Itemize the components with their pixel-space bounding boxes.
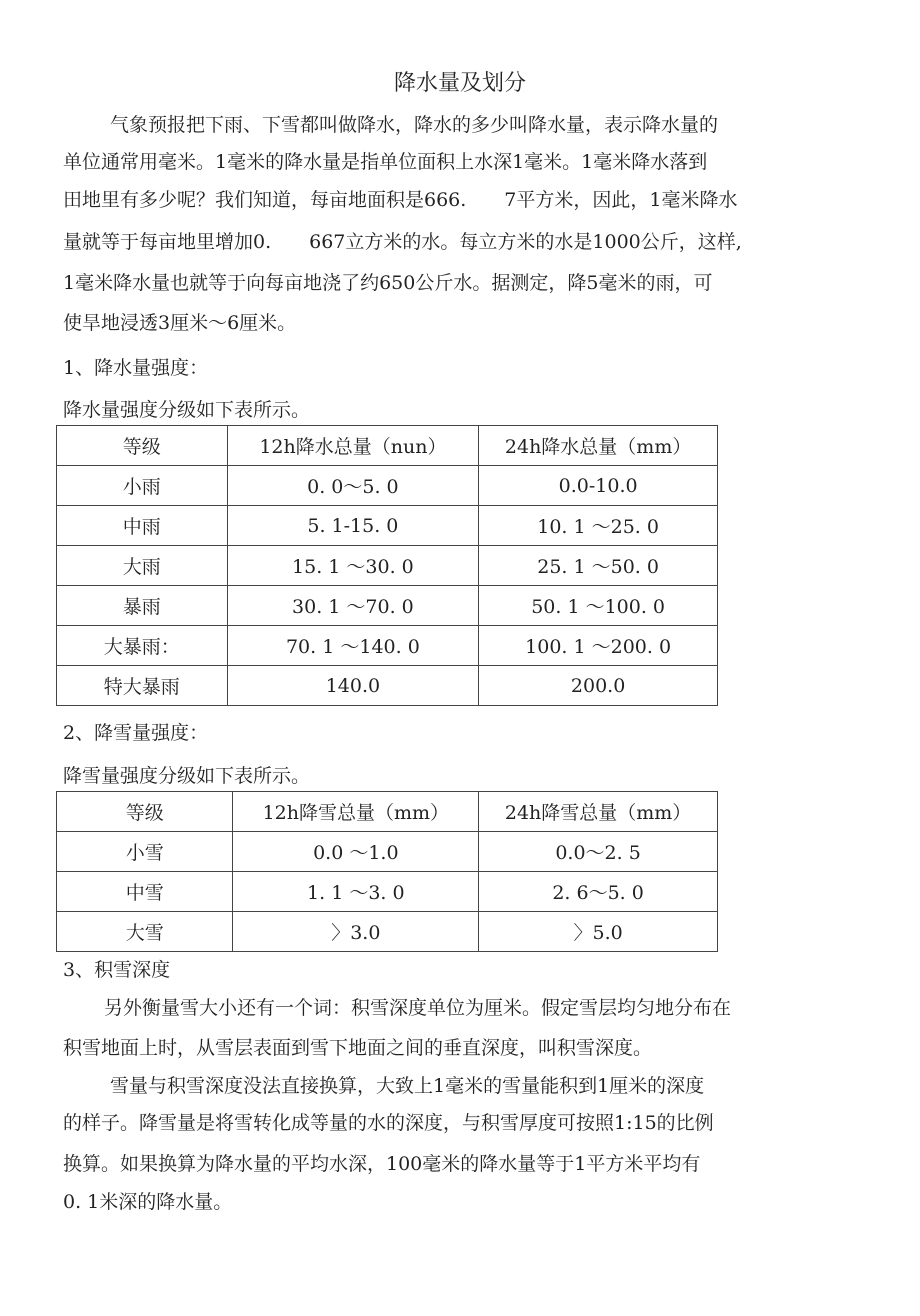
intro-line: 1毫米降水量也就等于向每亩地浇了约650公斤水。据测定，降5毫米的雨，可 bbox=[63, 272, 713, 294]
table-row bbox=[57, 832, 718, 872]
value-cell-12h: 〉3.0 bbox=[233, 912, 479, 952]
page-title: 降水量及划分 bbox=[393, 71, 526, 96]
header-cell: 24h降雪总量（mm） bbox=[479, 792, 718, 832]
table-row bbox=[57, 506, 718, 546]
value-cell-12h: 0. 0〜5. 0 bbox=[227, 466, 479, 506]
table-row bbox=[57, 586, 718, 626]
value-cell-24h: 25. 1 〜50. 0 bbox=[479, 546, 718, 586]
grade-cell: 特大暴雨 bbox=[57, 666, 228, 706]
paragraph-line: 积雪地面上时，从雪层表面到雪下地面之间的垂直深度，叫积雪深度。 bbox=[63, 1037, 653, 1059]
intro-line: 气象预报把下雨、下雪都叫做降水，降水的多少叫降水量，表示降水量的 bbox=[110, 114, 719, 136]
table-row bbox=[57, 666, 718, 706]
table-caption-rain: 降水量强度分级如下表所示。 bbox=[63, 399, 311, 421]
grade-cell: 大雪 bbox=[57, 912, 233, 952]
section-heading-snow: 2、降雪量强度： bbox=[63, 722, 209, 744]
value-cell-12h: 140.0 bbox=[227, 666, 479, 706]
value-cell-12h: 5. 1-15. 0 bbox=[227, 506, 479, 546]
paragraph-line: 0. 1米深的降水量。 bbox=[63, 1191, 233, 1213]
intro-line: 田地里有多少呢？我们知道，每亩地面积是666. 7平方米，因此，1毫米降水 bbox=[63, 189, 738, 211]
intro-line: 使旱地浸透3厘米〜6厘米。 bbox=[63, 312, 297, 334]
value-cell-24h: 10. 1 〜25. 0 bbox=[479, 506, 718, 546]
intro-line: 量就等于每亩地里增加0. 667立方米的水。每立方米的水是1000公斤，这样, bbox=[63, 231, 742, 253]
grade-cell: 小雨 bbox=[57, 466, 228, 506]
table-caption-snow: 降雪量强度分级如下表所示。 bbox=[63, 765, 311, 787]
section-heading-rain: 1、降水量强度： bbox=[63, 357, 209, 379]
value-cell-12h: 70. 1 〜140. 0 bbox=[227, 626, 479, 666]
table-row bbox=[57, 912, 718, 952]
table-row bbox=[57, 872, 718, 912]
value-cell-12h: 0.0 〜1.0 bbox=[233, 832, 479, 872]
value-cell-12h: 30. 1 〜70. 0 bbox=[227, 586, 479, 626]
paragraph-line: 雪量与积雪深度没法直接换算，大致上1毫米的雪量能积到1厘米的深度 bbox=[110, 1075, 705, 1097]
value-cell-24h: 100. 1 〜200. 0 bbox=[479, 626, 718, 666]
grade-cell: 暴雨 bbox=[57, 586, 228, 626]
grade-cell: 大暴雨： bbox=[57, 626, 228, 666]
value-cell-24h: 200.0 bbox=[479, 666, 718, 706]
table-row bbox=[57, 466, 718, 506]
paragraph-line: 的样子。降雪量是将雪转化成等量的水的深度，与积雪厚度可按照1:15的比例 bbox=[63, 1112, 714, 1134]
grade-cell: 中雨 bbox=[57, 506, 228, 546]
paragraph-line: 换算。如果换算为降水量的平均水深，100毫米的降水量等于1平方米平均有 bbox=[63, 1153, 701, 1175]
header-cell: 等级 bbox=[57, 426, 228, 466]
rain-intensity-table bbox=[56, 425, 718, 706]
paragraph-line: 另外衡量雪大小还有一个词：积雪深度单位为厘米。假定雪层均匀地分布在 bbox=[104, 997, 732, 1019]
table-header-row bbox=[57, 426, 718, 466]
value-cell-24h: 2. 6〜5. 0 bbox=[479, 872, 718, 912]
grade-cell: 小雪 bbox=[57, 832, 233, 872]
value-cell-24h: 〉5.0 bbox=[479, 912, 718, 952]
grade-cell: 中雪 bbox=[57, 872, 233, 912]
table-row bbox=[57, 626, 718, 666]
snow-intensity-table bbox=[56, 791, 718, 952]
intro-line: 单位通常用毫米。1毫米的降水量是指单位面积上水深1毫米。1毫米降水落到 bbox=[63, 151, 708, 173]
value-cell-12h: 1. 1 〜3. 0 bbox=[233, 872, 479, 912]
section-heading-depth: 3、积雪深度 bbox=[63, 959, 171, 981]
header-cell: 24h降水总量（mm） bbox=[479, 426, 718, 466]
header-cell: 12h降水总量（nun） bbox=[227, 426, 479, 466]
header-cell: 等级 bbox=[57, 792, 233, 832]
header-cell: 12h降雪总量（mm） bbox=[233, 792, 479, 832]
value-cell-12h: 15. 1 〜30. 0 bbox=[227, 546, 479, 586]
table-row bbox=[57, 546, 718, 586]
value-cell-24h: 0.0-10.0 bbox=[479, 466, 718, 506]
grade-cell: 大雨 bbox=[57, 546, 228, 586]
value-cell-24h: 0.0〜2. 5 bbox=[479, 832, 718, 872]
value-cell-24h: 50. 1 〜100. 0 bbox=[479, 586, 718, 626]
table-header-row bbox=[57, 792, 718, 832]
